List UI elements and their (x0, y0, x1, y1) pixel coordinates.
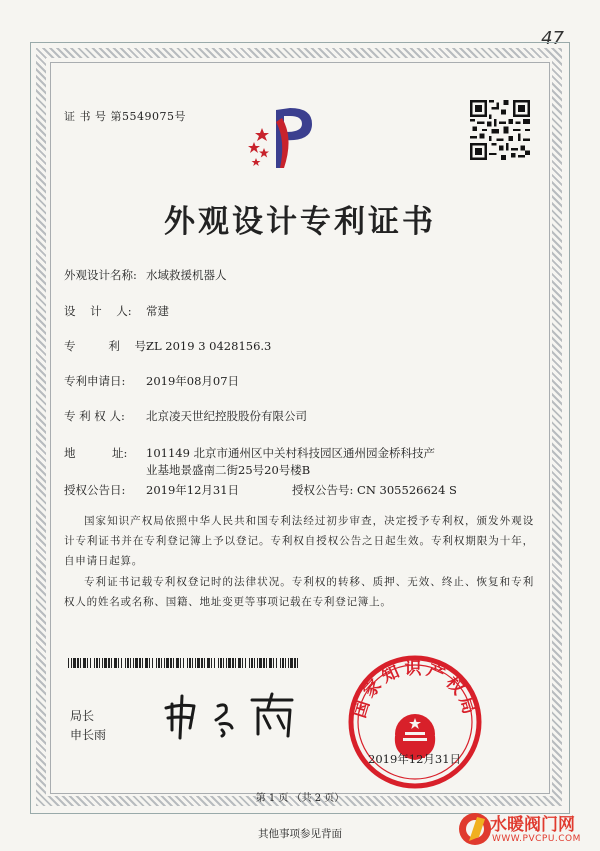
filing-date-row (64, 373, 239, 389)
footer-note: 其他事项参见背面 (258, 828, 342, 840)
filing-date-label: 专利申请日: (64, 374, 126, 388)
design-name-row (64, 267, 227, 283)
grant-date-row (64, 482, 239, 498)
official-seal-icon (345, 652, 485, 792)
grant-date-label: 授权公告日: (64, 483, 126, 497)
grant-statement-paragraph: 国家知识产权局依照中华人民共和国专利法经过初步审查，决定授予专利权，颁发外观设计专利证书并在专利登记簿上予以登记。专利权自授权公告之日起生效。专利权期限为十年，自申请日起算。 (64, 515, 534, 567)
handwritten-page-note: 47 (541, 28, 564, 49)
barcode-icon (68, 658, 298, 668)
legal-status-paragraph: 专利证书记载专利权登记时的法律状况。专利权的转移、质押、无效、终止、恢复和专利权人的姓名或名称、国籍、地址变更等事项记载在专利登记簿上。 (64, 576, 534, 608)
svg-text:国家知识产权局 (350, 659, 480, 720)
grant-number-label: 授权公告号: (292, 483, 354, 497)
patentee-row (64, 408, 307, 424)
filing-date-value: 2019年08月07日 (146, 374, 240, 388)
address-line-1: 101149 北京市通州区中关村科技园区通州园金桥科技产 (146, 446, 436, 460)
design-name-label: 外观设计名称: (64, 268, 137, 282)
grant-number-row (292, 482, 457, 498)
designer-label: 设 计 人: (64, 304, 132, 318)
director-signature-icon (160, 690, 310, 740)
seal-date: 2019年12月31日 (368, 752, 462, 766)
certificate-number: 证 书 号 第5549075号 (64, 110, 186, 123)
cnipa-logo-icon (246, 98, 326, 176)
certificate-title: 外观设计专利证书 (164, 204, 436, 240)
patent-number-label: 专 利 号: (64, 339, 150, 353)
patentee-value: 北京凌天世纪控股股份有限公司 (146, 409, 307, 423)
address-row (64, 445, 435, 461)
patent-number-value: ZL 2019 3 0428156.3 (146, 339, 272, 353)
patentee-label: 专 利 权 人: (64, 409, 125, 423)
address-label: 地 址: (64, 446, 128, 460)
designer-row (64, 303, 169, 319)
seal-text: 国家知识产权局 (349, 659, 481, 721)
designer-value: 常建 (146, 304, 169, 318)
page-number: 第 1 页 （共 2 页） (255, 793, 345, 804)
grant-number-value: CN 305526624 S (357, 483, 457, 497)
director-title: 局长 (70, 709, 95, 723)
address-line-2: 业基地景盛南二街25号20号楼B (146, 463, 311, 477)
watermark-url: WWW.PVCPU.COM (492, 834, 581, 844)
patent-number-row (64, 338, 271, 354)
qr-code-icon (470, 100, 530, 160)
watermark-name: 水暖阀门网 (490, 815, 575, 835)
grant-date-value: 2019年12月31日 (146, 483, 240, 497)
design-name-value: 水域救援机器人 (146, 268, 227, 282)
director-name: 申长雨 (70, 728, 107, 742)
